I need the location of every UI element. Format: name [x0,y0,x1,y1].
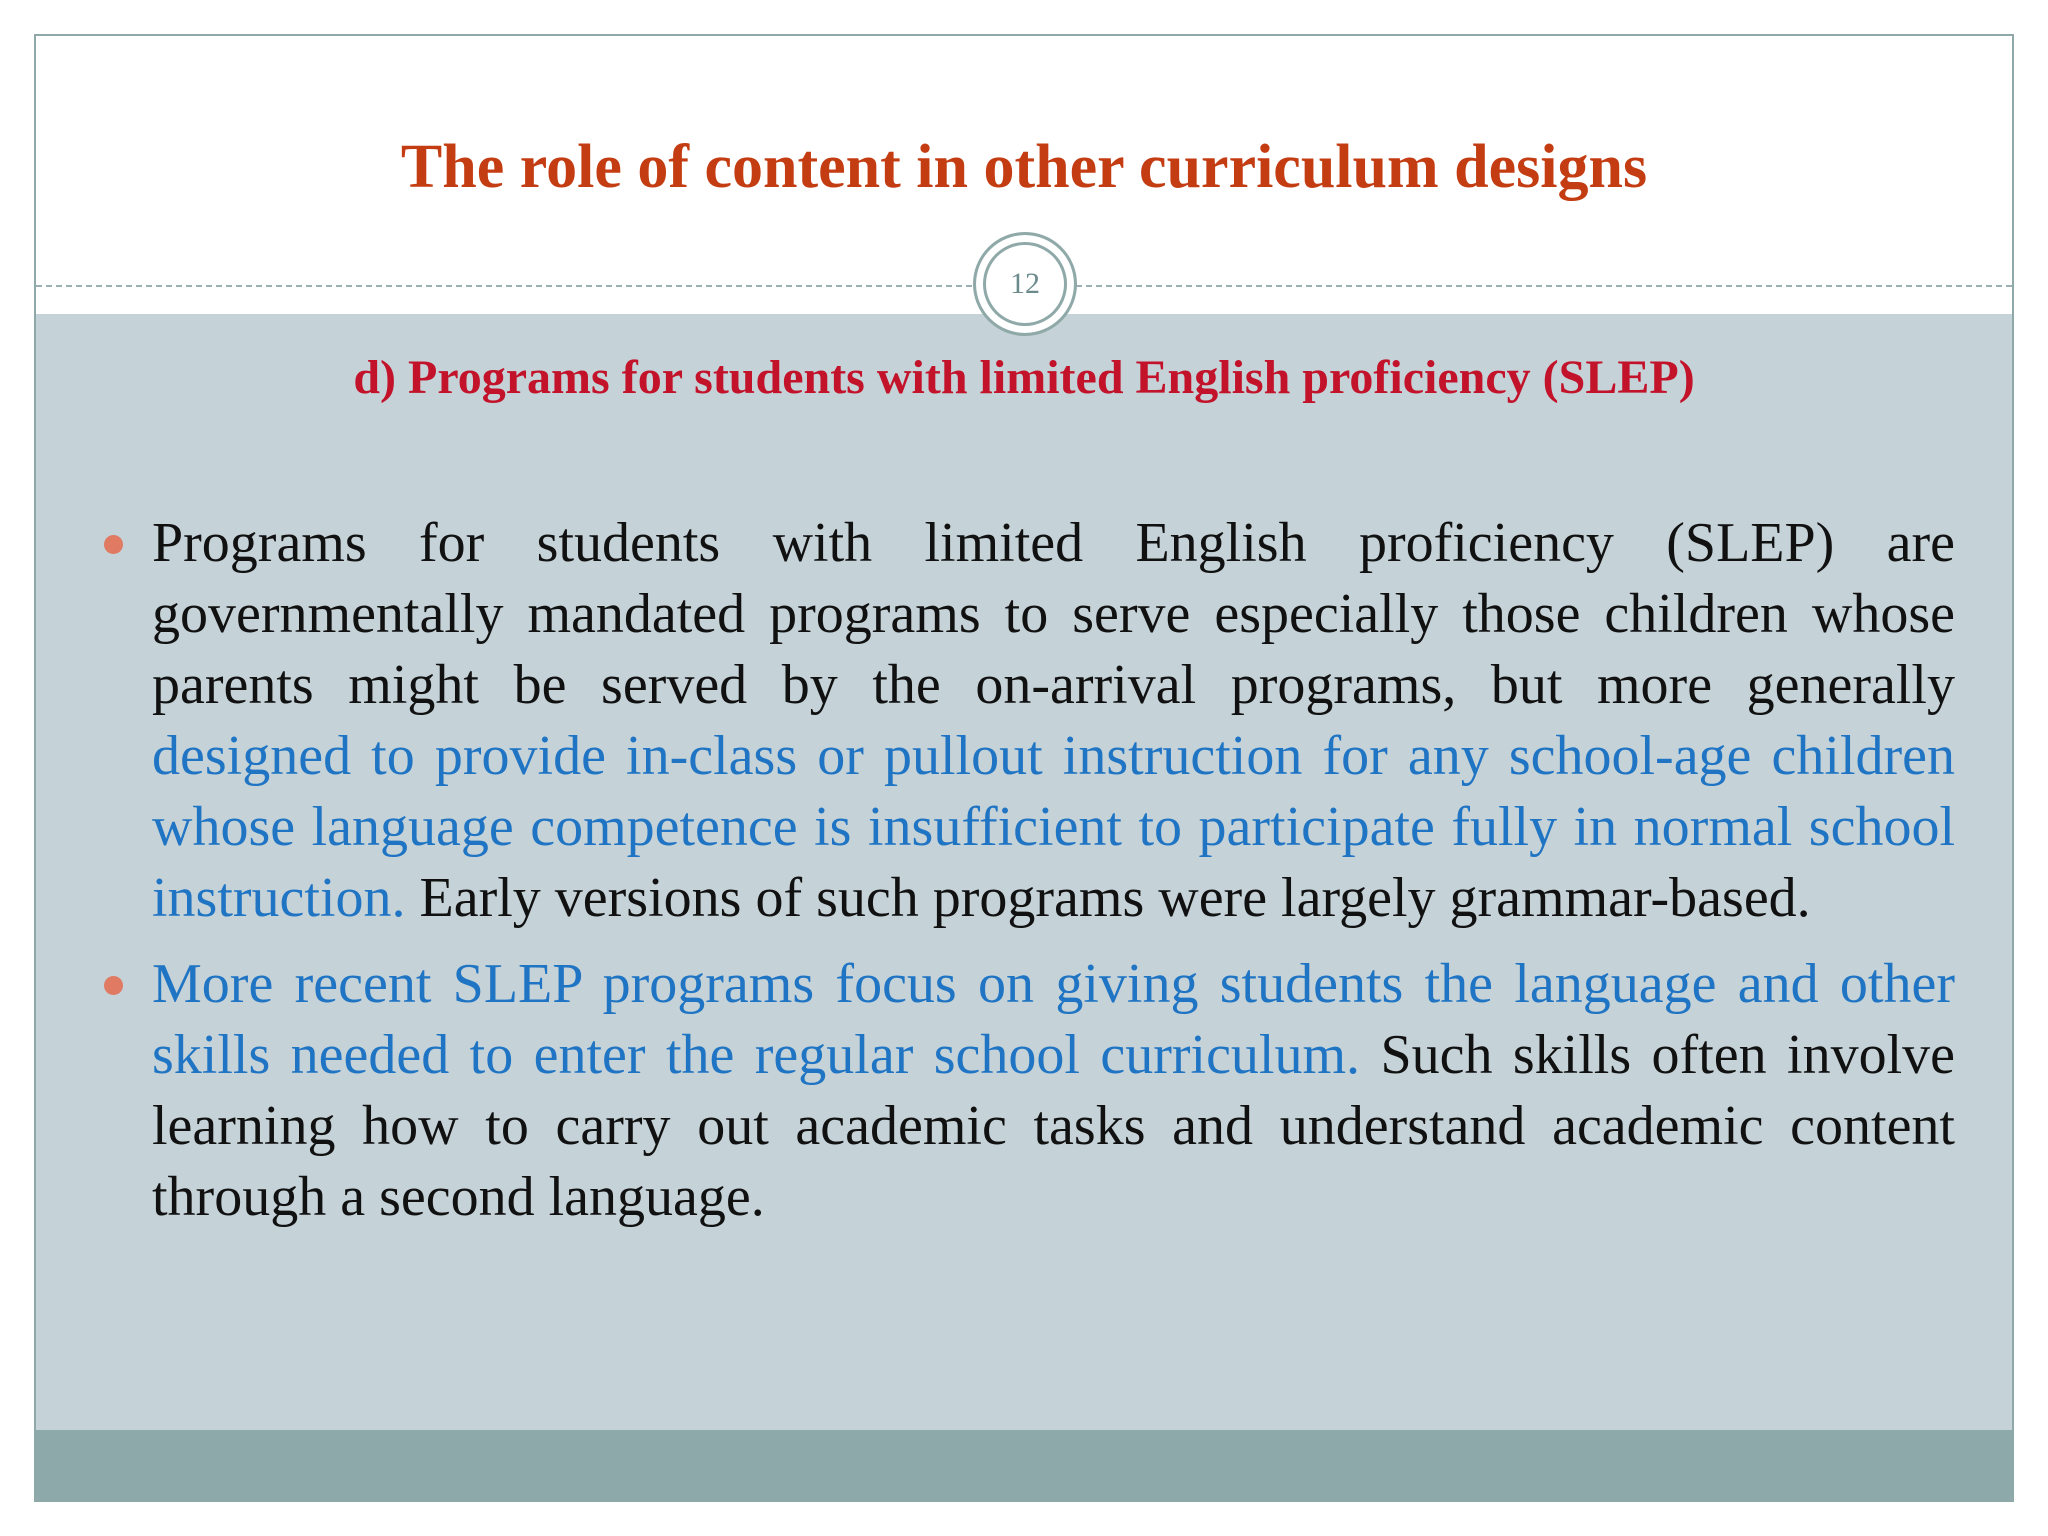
slide [34,34,2014,1502]
bullet-icon [104,976,123,995]
page-number-badge [973,232,1077,336]
bullet-item [152,949,1955,1233]
bullet-list [152,508,1955,1248]
page-number: 12 [1010,267,1040,300]
bullet-text: Programs for students with limited English proficiency (SLEP) are governmentally mandated programs to serve especially those children whose parents might be served by the on-arrival programs, but more generally [152,512,1955,716]
bullet-item [152,508,1955,934]
footer-bar [36,1430,2012,1500]
slide-title: The role of content in other curriculum designs [400,133,1648,201]
bullet-highlight-text: More recent SLEP programs focus on giving students the language and other skills needed to enter the regular school curriculum. [152,953,1955,1086]
bullet-icon [104,535,123,554]
bullet-highlight-text: designed to provide in-class or pullout instruction for any school-age children whose language competence is insufficient to participate fully in normal school instruction. [152,725,1955,929]
section-subtitle: d) Programs for students with limited English proficiency (SLEP) [353,351,1695,404]
bullet-text: Early versions of such programs were largely grammar-based. [405,867,1811,929]
bullet-text: Such skills often involve learning how to carry out academic tasks and understand academic content through a second language. [152,1024,1956,1228]
